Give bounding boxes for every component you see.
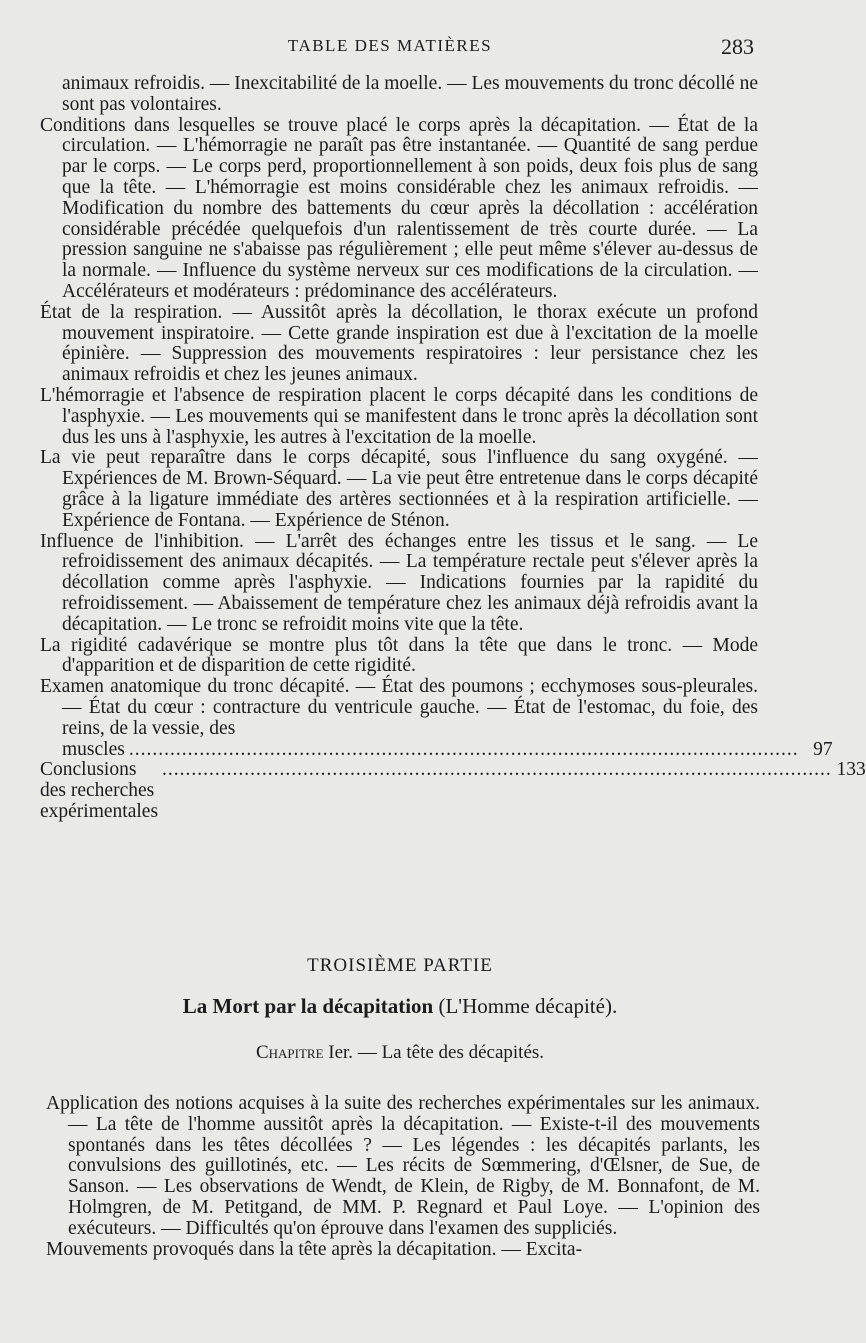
dot-leader: .................................................................................................................. <box>162 759 832 781</box>
toc-entry: Examen anatomique du tronc décapité. — État des poumons ; ecchymoses sous-pleurales. — État du cœur : contracture du ventricule gauche. — État de l'estomac, du foie, des reins, de la vessie, des <box>40 676 758 739</box>
toc-entry: Application des notions acquises à la suite des recherches expérimentales sur les animaux. — La tête de l'homme aussitôt après la décapitation. — Existe-t-il des mouvements spontanés dans les têtes décollées ? — Les légendes : les décapités parlants, les convulsions des guillotinés, etc. — Les récits de Sœmmering, d'Œlsner, de Sue, de Sanson. — Les observations de Wendt, de Klein, de Rigby, de M. Bonnafont, de M. Holmgren, de M. Petitgand, de MM. P. Regnard et Paul Loye. — L'opinion des exécuteurs. — Difficultés qu'on éprouve dans l'examen des suppliciés. <box>46 1093 760 1239</box>
chapter-title: — La tête des décapités. <box>353 1042 545 1063</box>
part-heading: TROISIÈME PARTIE <box>307 955 493 976</box>
page-header <box>0 34 800 64</box>
part-title-subtitle: (L'Homme décapité). <box>433 994 618 1018</box>
toc-section-second-part <box>40 73 866 823</box>
toc-entry: État de la respiration. — Aussitôt après la décollation, le thorax exécute un profond mouvement inspiratoire. — Cette grande inspiration est due à l'excitation de la moelle épinière. — Suppression des mouvements respiratoires : leur persistance chez les animaux refroidis et chez les jeunes animaux. <box>40 301 758 386</box>
toc-entry: animaux refroidis. — Inexcitabilité de la moelle. — Les mouvements du tronc décollé ne sont pas volontaires. <box>62 73 758 115</box>
toc-leader-line <box>40 759 866 822</box>
dot-leader: .................................................................................................................. <box>128 738 799 760</box>
toc-entry-last-word: muscles <box>62 738 125 760</box>
toc-entry: Conditions dans lesquelles se trouve placé le corps après la décapitation. — État de la circulation. — L'hémorragie ne paraît pas être instantanée. — Quantité de sang perdue par le corps. — Le corps perd, proportionnellement à son poids, deux fois plus de sang que la tête. — L'hémorragie est moins considérable chez les animaux refroidis. — Modification du nombre des battements du cœur après la décollation : accélération considérable précédée quelquefois d'un ralentissement de très courte durée. — La pression sanguine ne s'abaisse pas régulièrement ; elle peut même s'élever au-dessus de la normale. — Influence du système nerveux sur ces modifications de la circulation. — Accélérateurs et modérateurs : prédominance des accélérateurs. <box>40 114 758 302</box>
part-title <box>0 994 800 1019</box>
toc-entry: L'hémorragie et l'absence de respiration placent le corps décapité dans les conditions de l'asphyxie. — Les mouvements qui se manifestent dans le tronc après la décollation sont dus les uns à l'asphyxie, les autres à l'excitation de la moelle. <box>40 384 758 448</box>
chapter-label: Chapitre <box>255 1042 324 1063</box>
part-title-main: La Mort par la décapitation <box>182 994 434 1018</box>
chapter-heading <box>0 1042 800 1064</box>
toc-page-ref: 97 <box>813 738 833 760</box>
toc-page-ref: 133 <box>836 759 866 781</box>
toc-entry: Influence de l'inhibition. — L'arrêt des échanges entre les tissus et le sang. — Le refroidissement des animaux décapités. — La température rectale peut s'élever après la décollation comme après l'asphyxie. — Indications fournies par la rapidité du refroidissement. — Abaissement de température chez les animaux déjà refroidis avant la décapitation. — Le tronc se refroidit moins vite que la tête. <box>40 530 758 635</box>
toc-leader-line <box>40 738 833 761</box>
chapter-number: Ier. <box>328 1042 354 1063</box>
toc-entry: La vie peut reparaître dans le corps décapité, sous l'influence du sang oxygéné. — Expériences de M. Brown-Séquard. — La vie peut être entretenue dans le corps décapité grâce à la ligature immédiate des artères sectionnées et à la respiration artificielle. — Expérience de Fontana. — Expérience de Sténon. <box>40 447 758 531</box>
toc-entry: La rigidité cadavérique se montre plus tôt dans la tête que dans le tronc. — Mode d'apparition et de disparition de cette rigidité. <box>40 634 758 677</box>
toc-section-third-part <box>46 1094 760 1260</box>
page-number: 283 <box>721 34 754 59</box>
running-title: TABLE DES MATIÈRES <box>287 36 493 55</box>
toc-entry-conclusions: Conclusions des recherches expérimentales <box>40 759 159 822</box>
toc-entry: Mouvements provoqués dans la tête après la décapitation. — Excita- <box>46 1238 583 1260</box>
